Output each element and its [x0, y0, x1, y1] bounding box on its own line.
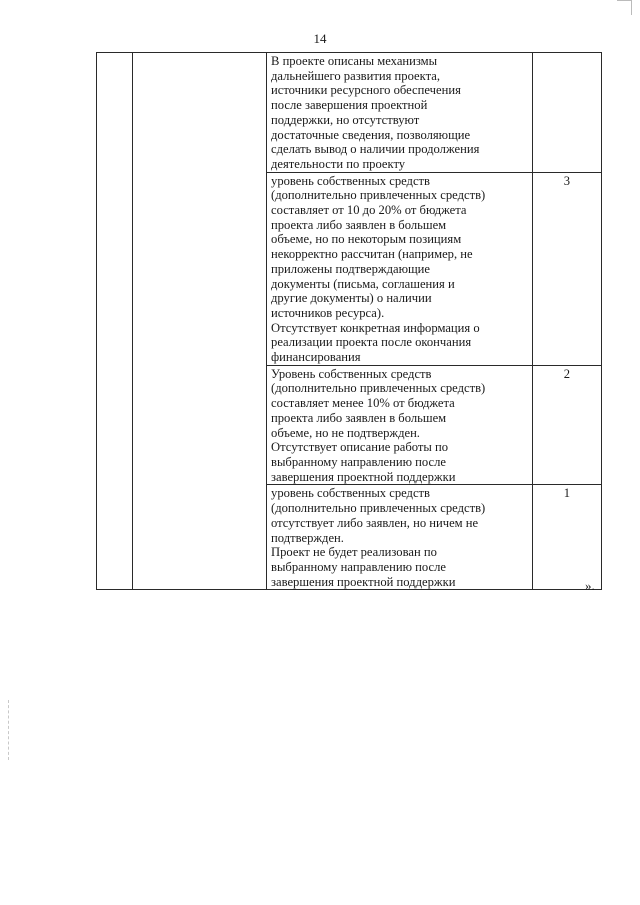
- empty-cell-number: [97, 53, 133, 590]
- text-line: (дополнительно привлеченных средств): [271, 381, 486, 396]
- text-line: деятельности по проекту: [271, 156, 406, 171]
- text-line: некорректно рассчитан (например, не: [271, 247, 473, 262]
- text-line: выбранному направлению после: [271, 454, 446, 469]
- description-cell: [267, 365, 533, 485]
- page-number: 14: [313, 31, 327, 46]
- score-cell: 3: [532, 172, 601, 365]
- description-cell: [267, 172, 533, 365]
- text-line: проекта либо заявлен в большем: [271, 217, 447, 232]
- text-line: Отсутствует описание работы по: [271, 440, 449, 455]
- text-line: дальнейшего развития проекта,: [271, 68, 440, 83]
- text-line: (дополнительно привлеченных средств): [271, 501, 486, 516]
- description-cell: [267, 53, 533, 173]
- text-line: (дополнительно привлеченных средств): [271, 188, 486, 203]
- text-line: объеме, но не подтвержден.: [271, 425, 420, 440]
- text-line: сделать вывод о наличии продолжения: [271, 142, 480, 157]
- text-line: источники ресурсного обеспечения: [271, 83, 461, 98]
- text-line: отсутствует либо заявлен, но ничем не: [271, 515, 479, 530]
- text-line: составляет менее 10% от бюджета: [271, 396, 455, 411]
- text-line: реализации проекта после окончания: [271, 335, 472, 350]
- text-line: документы (письма, соглашения и: [271, 276, 455, 291]
- text-line: завершения проектной поддержки: [271, 574, 456, 589]
- text-line: объеме, но по некоторым позициям: [271, 232, 462, 247]
- text-line: выбранному направлению после: [271, 559, 446, 574]
- text-line: поддержки, но отсутствуют: [271, 112, 420, 127]
- scan-edge-mark: [8, 700, 9, 760]
- text-line: Уровень собственных средств: [271, 366, 432, 381]
- score-cell: 2: [532, 365, 601, 485]
- text-line: приложены подтверждающие: [271, 261, 431, 276]
- text-line: завершения проектной поддержки: [271, 469, 456, 484]
- score-cell: [532, 53, 601, 173]
- text-line: уровень собственных средств: [271, 486, 430, 501]
- text-line: Отсутствует конкретная информация о: [271, 320, 480, 335]
- scan-corner-mark: [617, 0, 632, 15]
- text-line: подтвержден.: [271, 530, 344, 545]
- text-line: достаточные сведения, позволяющие: [271, 127, 471, 142]
- text-line: источников ресурса).: [271, 305, 385, 320]
- text-line: Проект не будет реализован по: [271, 545, 437, 560]
- closing-quote-mark: ».: [585, 578, 595, 593]
- empty-cell-criterion: [132, 53, 266, 590]
- criteria-table: [96, 52, 602, 590]
- text-line: составляет от 10 до 20% от бюджета: [271, 203, 467, 218]
- text-line: после завершения проектной: [271, 98, 428, 113]
- text-line: уровень собственных средств: [271, 173, 430, 188]
- table-row: [97, 53, 602, 173]
- text-line: проекта либо заявлен в большем: [271, 410, 447, 425]
- text-line: другие документы) о наличии: [271, 291, 432, 306]
- description-cell: [267, 485, 533, 590]
- text-line: В проекте описаны механизмы: [271, 54, 438, 68]
- text-line: финансирования: [271, 350, 361, 365]
- score-cell: 1: [532, 485, 601, 590]
